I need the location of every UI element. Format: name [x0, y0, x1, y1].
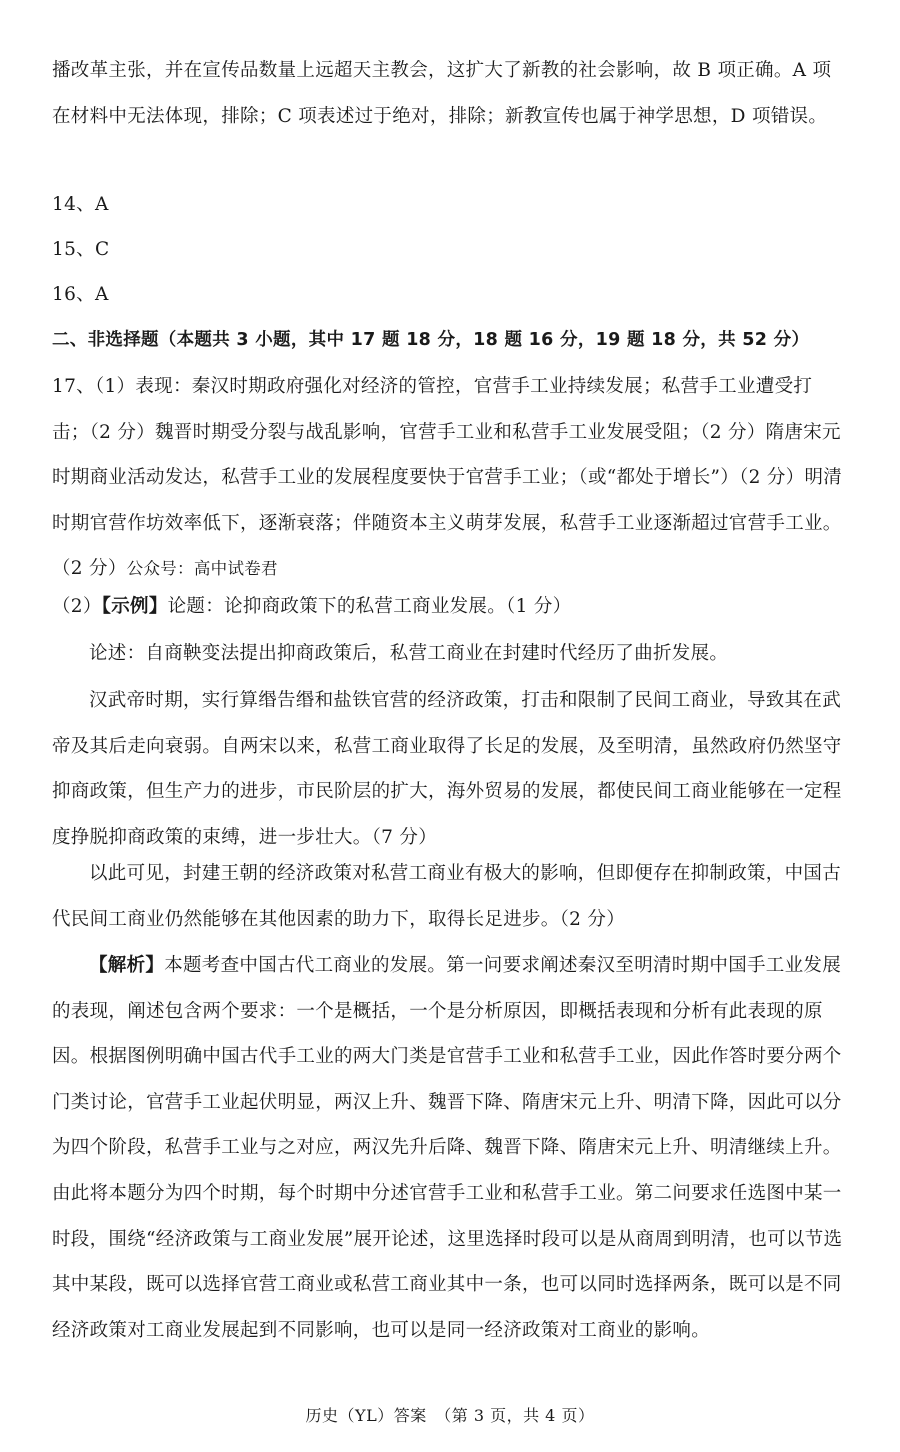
answer-14: 14、A [52, 194, 109, 215]
q17-part1-text: 17、（1）表现：秦汉时期政府强化对经济的管控，官营手工业持续发展；私营手工业遭受打击；（2 分）魏晋时期受分裂与战乱影响，官营手工业和私营手工业发展受阻；（2 分）隋唐宋元时期商业活动发达，私营手工业的发展程度要快于官营手工业；（或“都处于增长”）（2 分）明清时期官营作坊效率低下，逐渐衰落；伴随资本主义萌芽发展，私营手工业逐渐超过官营手工业。（2 分） [52, 376, 843, 580]
q17-thesis-text: 论题：论抑商政策下的私营工商业发展。（1 分） [167, 596, 572, 617]
q17-part1-answer [52, 364, 848, 592]
analysis-text: 本题考查中国古代工商业的发展。第一问要求阐述秦汉至明清时期中国手工业发展的表现，阐述包含两个要求：一个是概括，一个是分析原因，即概括表现和分析有此表现的原因。根据图例明确中国古代手工业的两大门类是官营手工业和私营手工业，因此作答时要分两个门类讨论，官营手工业起伏明显，两汉上升、魏晋下降、隋唐宋元上升、明清下降，因此可以分为四个阶段，私营手工业与之对应，两汉先升后降、魏晋下降、隋唐宋元上升、明清继续上升。由此将本题分为四个时期，每个时期中分述官营手工业和私营手工业。第二问要求任选图中某一时段，围绕“经济政策与工商业发展”展开论述，这里选择时段可以是从商周到明清，也可以节选其中某段，既可以选择官营工商业或私营工商业其中一条，也可以同时选择两条，既可以是不同经济政策对工商业发展起到不同影响，也可以是同一经济政策对工商业的影响。 [52, 955, 843, 1341]
argument-intro: 论述：自商鞅变法提出抑商政策后，私营工商业在封建时代经历了曲折发展。 [89, 643, 729, 664]
q17-part2-thesis [52, 584, 848, 630]
answer-16: 16、A [52, 284, 109, 305]
page-footer: 历史（YL）答案 （第 3 页，共 4 页） [305, 1406, 595, 1425]
answer-15: 15、C [52, 239, 110, 260]
analysis-tag: 【解析】 [89, 955, 165, 976]
argument-conclusion: 以此可见，封建王朝的经济政策对私营工商业有极大的影响，但即便存在抑制政策，中国古代民间工商业仍然能够在其他因素的助力下，取得长足进步。（2 分） [52, 863, 842, 930]
q17-part2-prefix: （2） [52, 596, 102, 617]
watermark-text: 公众号：高中试卷君 [126, 559, 278, 579]
q13-explanation-tail: 播改革主张，并在宣传品数量上远超天主教会，这扩大了新教的社会影响，故 B 项正确。A 项在材料中无法体现，排除；C 项表述过于绝对，排除；新教宣传也属于神学思想，D 项错误。 [52, 60, 832, 127]
argument-body: 汉武帝时期，实行算缗告缗和盐铁官营的经济政策，打击和限制了民间工商业，导致其在武帝及其后走向衰弱。自两宋以来，私营工商业取得了长足的发展，及至明清，虽然政府仍然坚守抑商政策，但生产力的进步，市民阶层的扩大，海外贸易的发展，都使民间工商业能够在一定程度挣脱抑商政策的束缚，进一步壮大。（7 分） [52, 690, 842, 848]
example-tag: 【示例】 [101, 596, 168, 617]
analysis-paragraph [52, 943, 848, 1353]
section-2-heading: 二、非选择题（本题共 3 小题，其中 17 题 18 分，18 题 16 分，19 题 18 分，共 52 分） [52, 330, 810, 350]
